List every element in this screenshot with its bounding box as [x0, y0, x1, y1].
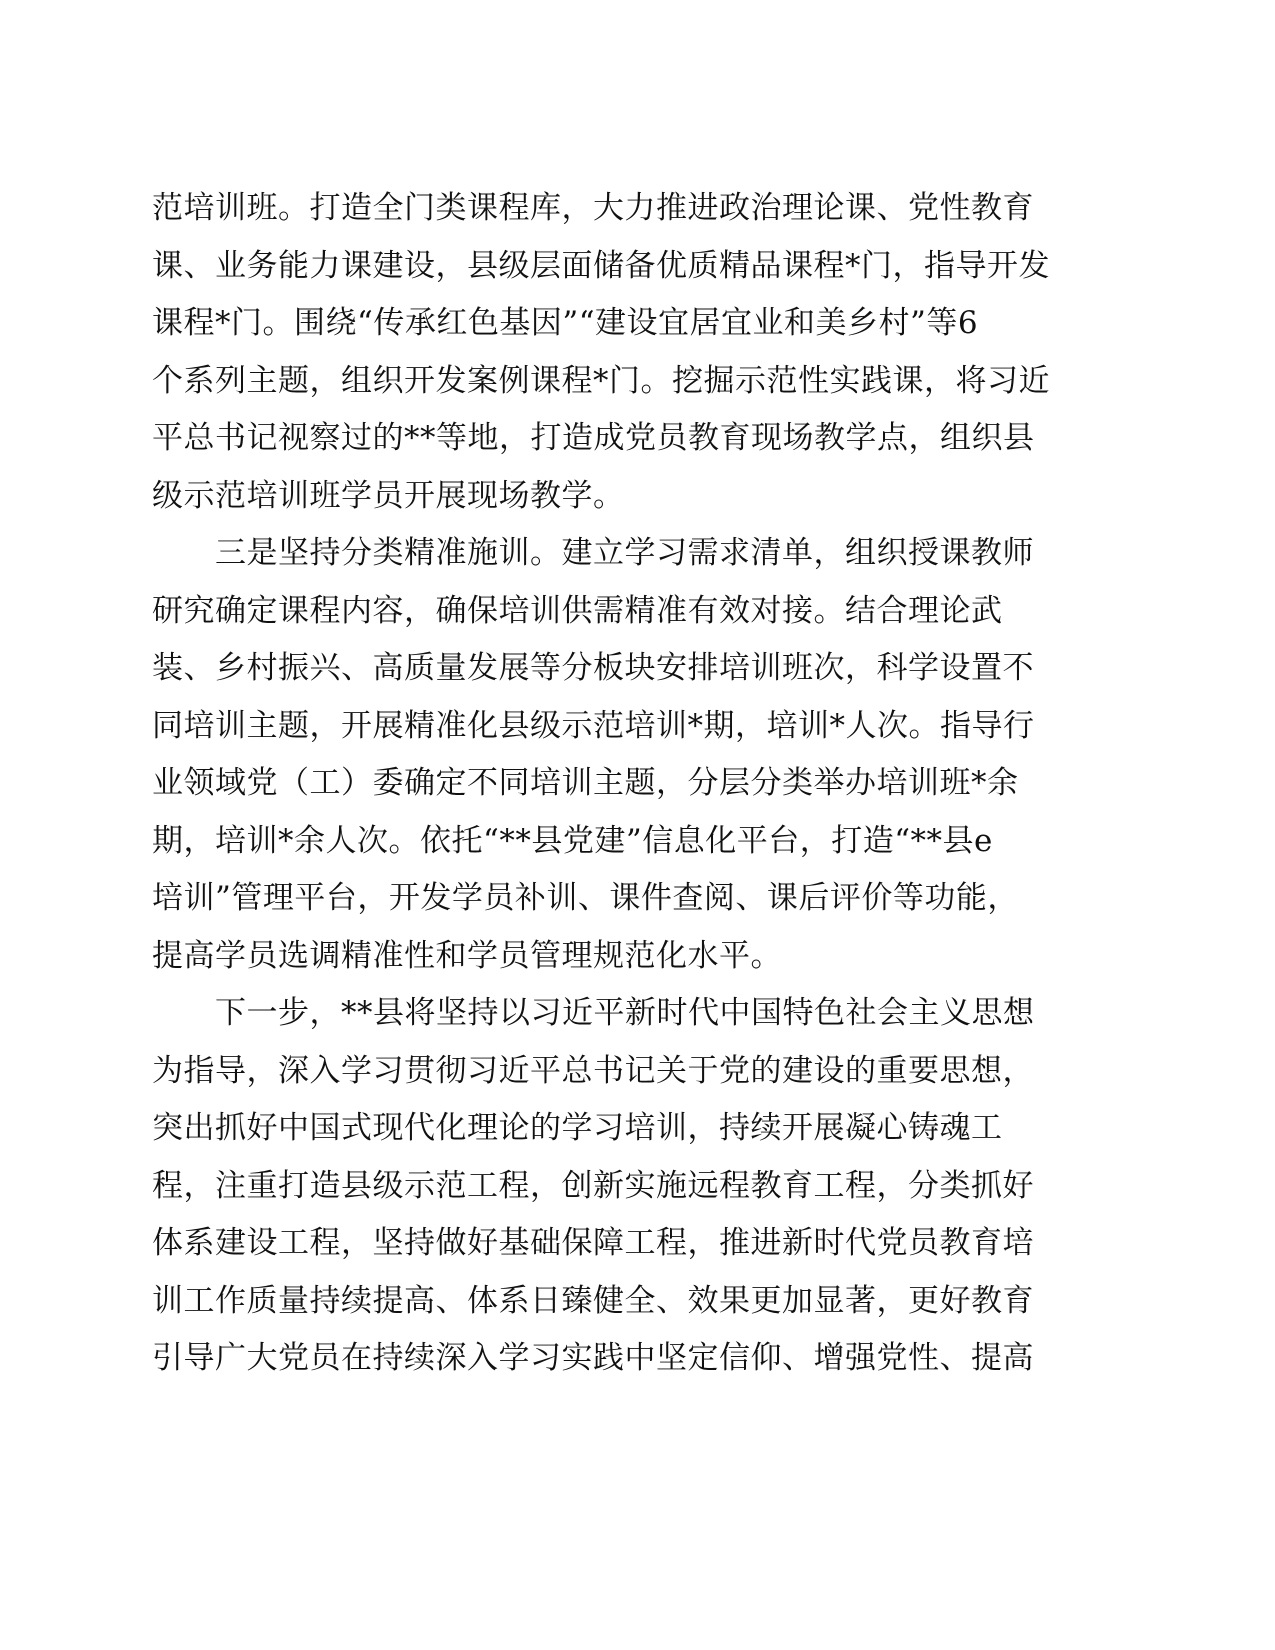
text-line: 业领域党（工）委确定不同培训主题，分层分类举办培训班*余 — [152, 765, 1019, 801]
text-line: 范培训班。打造全门类课程库，大力推进政治理论课、党性教育 — [152, 190, 1034, 226]
text-line: 为指导，深入学习贯彻习近平总书记关于党的建设的重要思想， — [152, 1052, 1034, 1089]
text-line: 培训”管理平台，开发学员补训、课件查阅、课后评价等功能， — [152, 880, 1019, 916]
text-line: 体系建设工程，坚持做好基础保障工程，推进新时代党员教育培 — [152, 1225, 1034, 1261]
text-line: 期，培训*余人次。依托“**县党建”信息化平台，打造“**县e — [152, 822, 993, 859]
text-line: 课、业务能力课建设，县级层面储备优质精品课程*门，指导开发 — [152, 247, 1050, 284]
text-line: 提高学员选调精准性和学员管理规范化水平。 — [152, 937, 782, 974]
text-line: 个系列主题，组织开发案例课程*门。挖掘示范性实践课，将习近 — [152, 362, 1050, 399]
text-line: 训工作质量持续提高、体系日臻健全、效果更加显著，更好教育 — [152, 1282, 1034, 1319]
text-line: 级示范培训班学员开展现场教学。 — [152, 477, 625, 514]
text-line: 三是坚持分类精准施训。建立学习需求清单，组织授课教师 — [152, 535, 1034, 571]
text-line: 同培训主题，开展精准化县级示范培训*期，培训*人次。指导行 — [152, 707, 1035, 744]
text-line: 平总书记视察过的**等地，打造成党员教育现场教学点，组织县 — [152, 420, 1035, 456]
text-line: 研究确定课程内容，确保培训供需精准有效对接。结合理论武 — [152, 592, 1003, 629]
text-line: 引导广大党员在持续深入学习实践中坚定信仰、增强党性、提高 — [152, 1340, 1034, 1376]
text-line: 突出抓好中国式现代化理论的学习培训，持续开展凝心铸魂工 — [152, 1110, 1003, 1146]
text-line: 装、乡村振兴、高质量发展等分板块安排培训班次，科学设置不 — [152, 650, 1034, 686]
text-line: 下一步，**县将坚持以习近平新时代中国特色社会主义思想 — [152, 995, 1035, 1031]
text-line: 程，注重打造县级示范工程，创新实施远程教育工程，分类抓好 — [152, 1167, 1034, 1204]
text-line: 课程*门。围绕“传承红色基因”“建设宜居宜业和美乡村”等6 — [152, 305, 979, 341]
body-text — [152, 180, 1092, 1388]
